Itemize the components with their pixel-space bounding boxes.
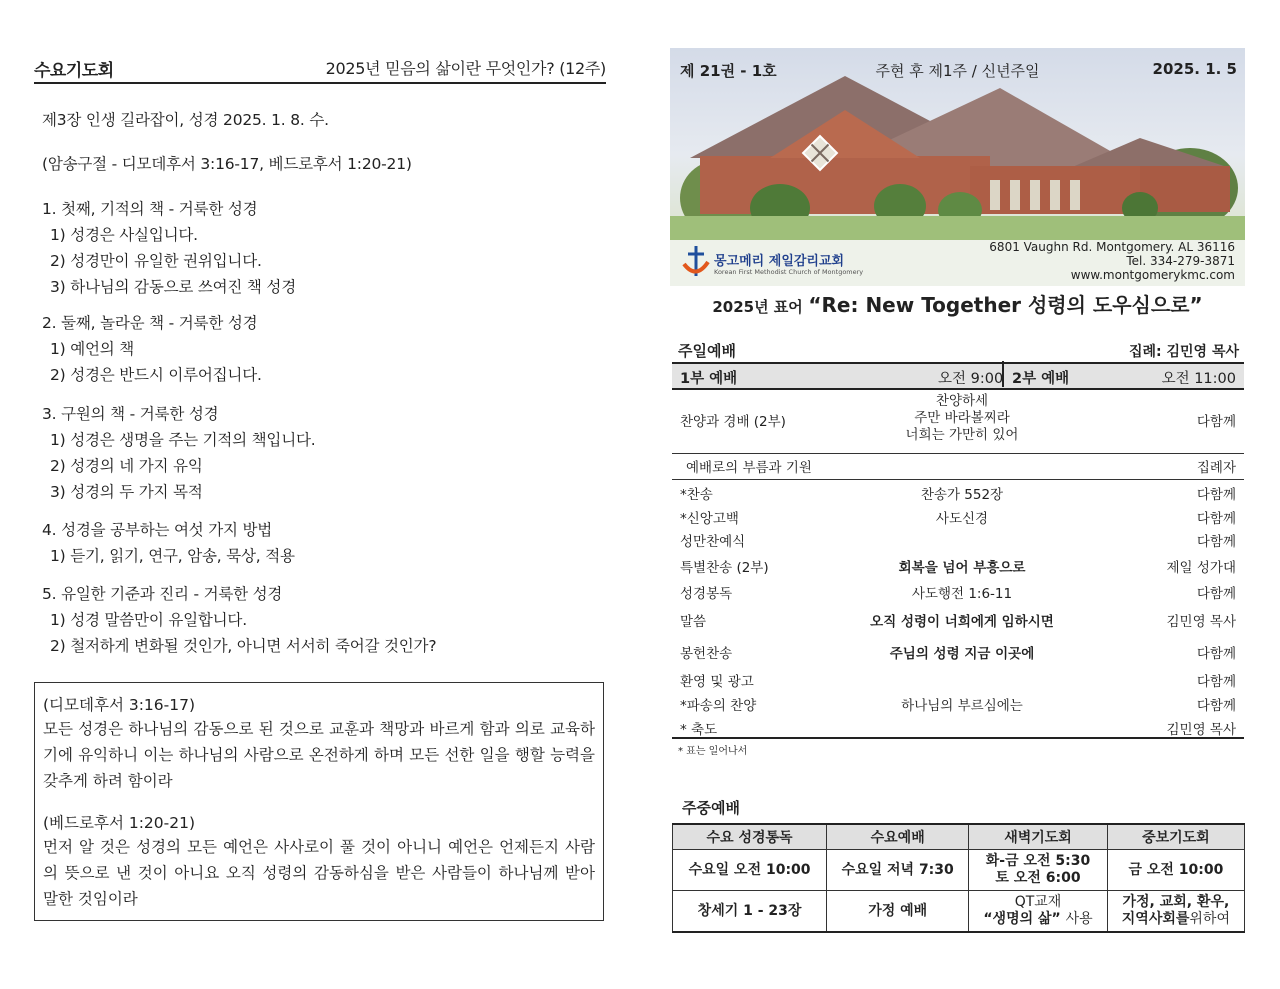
order-participant: 다함께 bbox=[1196, 534, 1236, 550]
order-participant: 다함께 bbox=[1196, 674, 1236, 690]
table-header: 새벽기도회 bbox=[969, 824, 1108, 850]
table-header: 수요예배 bbox=[827, 824, 969, 850]
church-name: 몽고메리 제일감리교회 bbox=[714, 254, 845, 269]
table-header: 수요 성경통독 bbox=[673, 824, 827, 850]
church-name-english: Korean First Methodist Church of Montgomery bbox=[714, 268, 864, 276]
praise-song: 너희는 가만히 있어 bbox=[905, 427, 1019, 443]
order-participant: 다함께 bbox=[1196, 487, 1236, 503]
order-label: 특별찬송 (2부) bbox=[680, 560, 769, 576]
order-label: 봉헌찬송 bbox=[680, 646, 733, 662]
volume-number: 제 21권 - 1호 bbox=[680, 62, 777, 80]
chapter-title: 제3장 인생 길라잡이, 성경 2025. 1. 8. 수. bbox=[42, 111, 329, 129]
cell-line: 가정, 교회, 환우, bbox=[1122, 894, 1230, 910]
weekday-service-title: 주중예배 bbox=[682, 799, 740, 817]
table-cell bbox=[969, 891, 1108, 933]
verse-box bbox=[34, 682, 604, 921]
order-participant: 다함께 bbox=[1196, 511, 1236, 527]
verse-reference: (베드로후서 1:20-21) bbox=[43, 814, 196, 832]
motto-prefix: 2025년 표어 bbox=[712, 298, 803, 316]
table-cell bbox=[1107, 891, 1244, 933]
outline-item: 1) 성경 말씀만이 유일합니다. bbox=[50, 611, 247, 629]
order-label: *신앙고백 bbox=[680, 511, 739, 527]
order-participant: 김민영 목사 bbox=[1166, 614, 1236, 630]
order-content: 오직 성령이 너희에게 임하시면 bbox=[870, 614, 1054, 630]
sunday-service-title: 주일예배 bbox=[678, 342, 736, 360]
memory-verse: (암송구절 - 디모데후서 3:16-17, 베드로후서 1:20-21) bbox=[42, 155, 412, 173]
order-content: 하나님의 부르심에는 bbox=[901, 698, 1023, 714]
cell-line: “생명의 삶” bbox=[983, 911, 1061, 927]
outline-heading-2: 2. 둘째, 놀라운 책 - 거룩한 성경 bbox=[42, 314, 258, 332]
standing-note: * 표는 일어나서 bbox=[678, 746, 748, 757]
order-content: 찬송가 552장 bbox=[920, 487, 1004, 503]
motto-text: “Re: New Together 성령의 도우심으로” bbox=[808, 293, 1203, 317]
order-content: 주님의 성령 지금 이곳에 bbox=[889, 646, 1035, 662]
annual-motto bbox=[670, 289, 1245, 318]
cell-line: 위하여 bbox=[1189, 911, 1230, 927]
outline-item: 2) 성경의 네 가지 유익 bbox=[50, 457, 203, 475]
order-label: 찬양과 경배 (2부) bbox=[680, 414, 786, 430]
outline-item: 1) 듣기, 읽기, 연구, 암송, 묵상, 적용 bbox=[50, 547, 295, 565]
order-label: 성경봉독 bbox=[680, 586, 733, 602]
order-content: 사도행전 1:6-11 bbox=[911, 586, 1013, 602]
table-row bbox=[673, 891, 1245, 933]
church-phone: Tel. 334-279-3871 bbox=[1126, 254, 1235, 268]
order-label: 말씀 bbox=[680, 614, 707, 630]
praise-song: 찬양하세 bbox=[935, 393, 989, 409]
order-content: 사도신경 bbox=[935, 511, 989, 527]
outline-heading-4: 4. 성경을 공부하는 여섯 가지 방법 bbox=[42, 521, 273, 539]
church-logo-icon bbox=[680, 244, 712, 278]
praise-song: 주만 바라볼찌라 bbox=[914, 410, 1010, 426]
second-service-time: 오전 11:00 bbox=[1161, 371, 1236, 387]
header-title: 수요기도회 bbox=[34, 61, 114, 81]
order-content: 회복을 넘어 부흥으로 bbox=[898, 560, 1026, 576]
outline-heading-3: 3. 구원의 책 - 거룩한 성경 bbox=[42, 405, 219, 423]
table-header: 중보기도회 bbox=[1107, 824, 1244, 850]
outline-item: 3) 성경의 두 가지 목적 bbox=[50, 483, 203, 501]
cell-line: 사용 bbox=[1065, 911, 1093, 927]
outline-item: 2) 철저하게 변화될 것인가, 아니면 서서히 죽어갈 것인가? bbox=[50, 637, 437, 655]
cell-line: 토 오전 6:00 bbox=[995, 870, 1081, 886]
church-website: www.montgomerykmc.com bbox=[1070, 268, 1235, 282]
order-participant: 다함께 bbox=[1196, 414, 1236, 430]
table-cell: 가정 예배 bbox=[827, 891, 969, 933]
verse-reference: (디모데후서 3:16-17) bbox=[43, 696, 196, 714]
table-cell: 수요일 오전 10:00 bbox=[673, 850, 827, 891]
order-label: 환영 및 광고 bbox=[680, 674, 754, 690]
church-banner bbox=[670, 48, 1245, 286]
verse-text: 먼저 알 것은 성경의 모든 예언은 사사로이 풀 것이 아니니 예언은 언제든지 사람의 뜻으로 낸 것이 아니요 오직 성령의 감동하심을 받은 사람들이 하나님께 받아 말한 것임이라 bbox=[43, 838, 595, 908]
cell-line: 화-금 오전 5:30 bbox=[985, 853, 1091, 869]
order-participant: 다함께 bbox=[1196, 586, 1236, 602]
divider bbox=[672, 737, 1244, 739]
second-service-label: 2부 예배 bbox=[1012, 371, 1070, 387]
verse-text: 모든 성경은 하나님의 감동으로 된 것으로 교훈과 책망과 바르게 함과 의로 교육하기에 유익하니 이는 하나님의 사람으로 온전하게 하며 모든 선한 일을 행할 능력을 갖추게 하려 함이라 bbox=[43, 720, 595, 790]
order-label: *파송의 찬양 bbox=[680, 698, 757, 714]
outline-item: 1) 예언의 책 bbox=[50, 340, 135, 358]
first-service-label: 1부 예배 bbox=[680, 371, 738, 387]
order-label: 예배로의 부름과 기원 bbox=[686, 460, 812, 476]
divider bbox=[672, 453, 1244, 454]
order-participant: 제일 성가대 bbox=[1166, 560, 1236, 576]
table-cell bbox=[969, 850, 1108, 891]
order-label: *찬송 bbox=[680, 487, 713, 503]
table-row bbox=[673, 850, 1245, 891]
outline-item: 1) 성경은 생명을 주는 기적의 책입니다. bbox=[50, 431, 316, 449]
outline-heading-1: 1. 첫째, 기적의 책 - 거룩한 성경 bbox=[42, 200, 258, 218]
outline-item: 2) 성경은 반드시 이루어집니다. bbox=[50, 366, 262, 384]
table-cell: 수요일 저녁 7:30 bbox=[827, 850, 969, 891]
bulletin-date: 2025. 1. 5 bbox=[1152, 60, 1237, 78]
table-cell: 금 오전 10:00 bbox=[1107, 850, 1244, 891]
church-address: 6801 Vaughn Rd. Montgomery. AL 36116 bbox=[989, 240, 1235, 254]
table-cell: 창세기 1 - 23장 bbox=[673, 891, 827, 933]
week-name: 주현 후 제1주 / 신년주일 bbox=[875, 62, 1040, 80]
left-header bbox=[34, 56, 606, 84]
order-participant: 다함께 bbox=[1196, 646, 1236, 662]
order-participant: 김민영 목사 bbox=[1166, 722, 1236, 738]
outline-item: 1) 성경은 사실입니다. bbox=[50, 226, 198, 244]
outline-item: 3) 하나님의 감동으로 쓰여진 책 성경 bbox=[50, 278, 296, 296]
cell-line: QT교재 bbox=[1014, 894, 1062, 910]
order-label: * 축도 bbox=[680, 722, 718, 738]
officiant: 집례: 김민영 목사 bbox=[1128, 344, 1239, 360]
outline-item: 2) 성경만이 유일한 권위입니다. bbox=[50, 252, 262, 270]
cell-line: 지역사회를 bbox=[1121, 911, 1190, 927]
divider bbox=[672, 479, 1244, 480]
header-series: 2025년 믿음의 삶이란 무엇인가? (12주) bbox=[325, 59, 606, 78]
order-label: 성만찬예식 bbox=[680, 534, 746, 550]
outline-heading-5: 5. 유일한 기준과 진리 - 거룩한 성경 bbox=[42, 585, 283, 603]
weekday-services-table bbox=[672, 823, 1245, 933]
first-service-time: 오전 9:00 bbox=[938, 371, 1004, 387]
order-participant: 다함께 bbox=[1196, 698, 1236, 714]
service-times-bar bbox=[672, 362, 1244, 390]
order-participant: 집례자 bbox=[1196, 460, 1236, 476]
